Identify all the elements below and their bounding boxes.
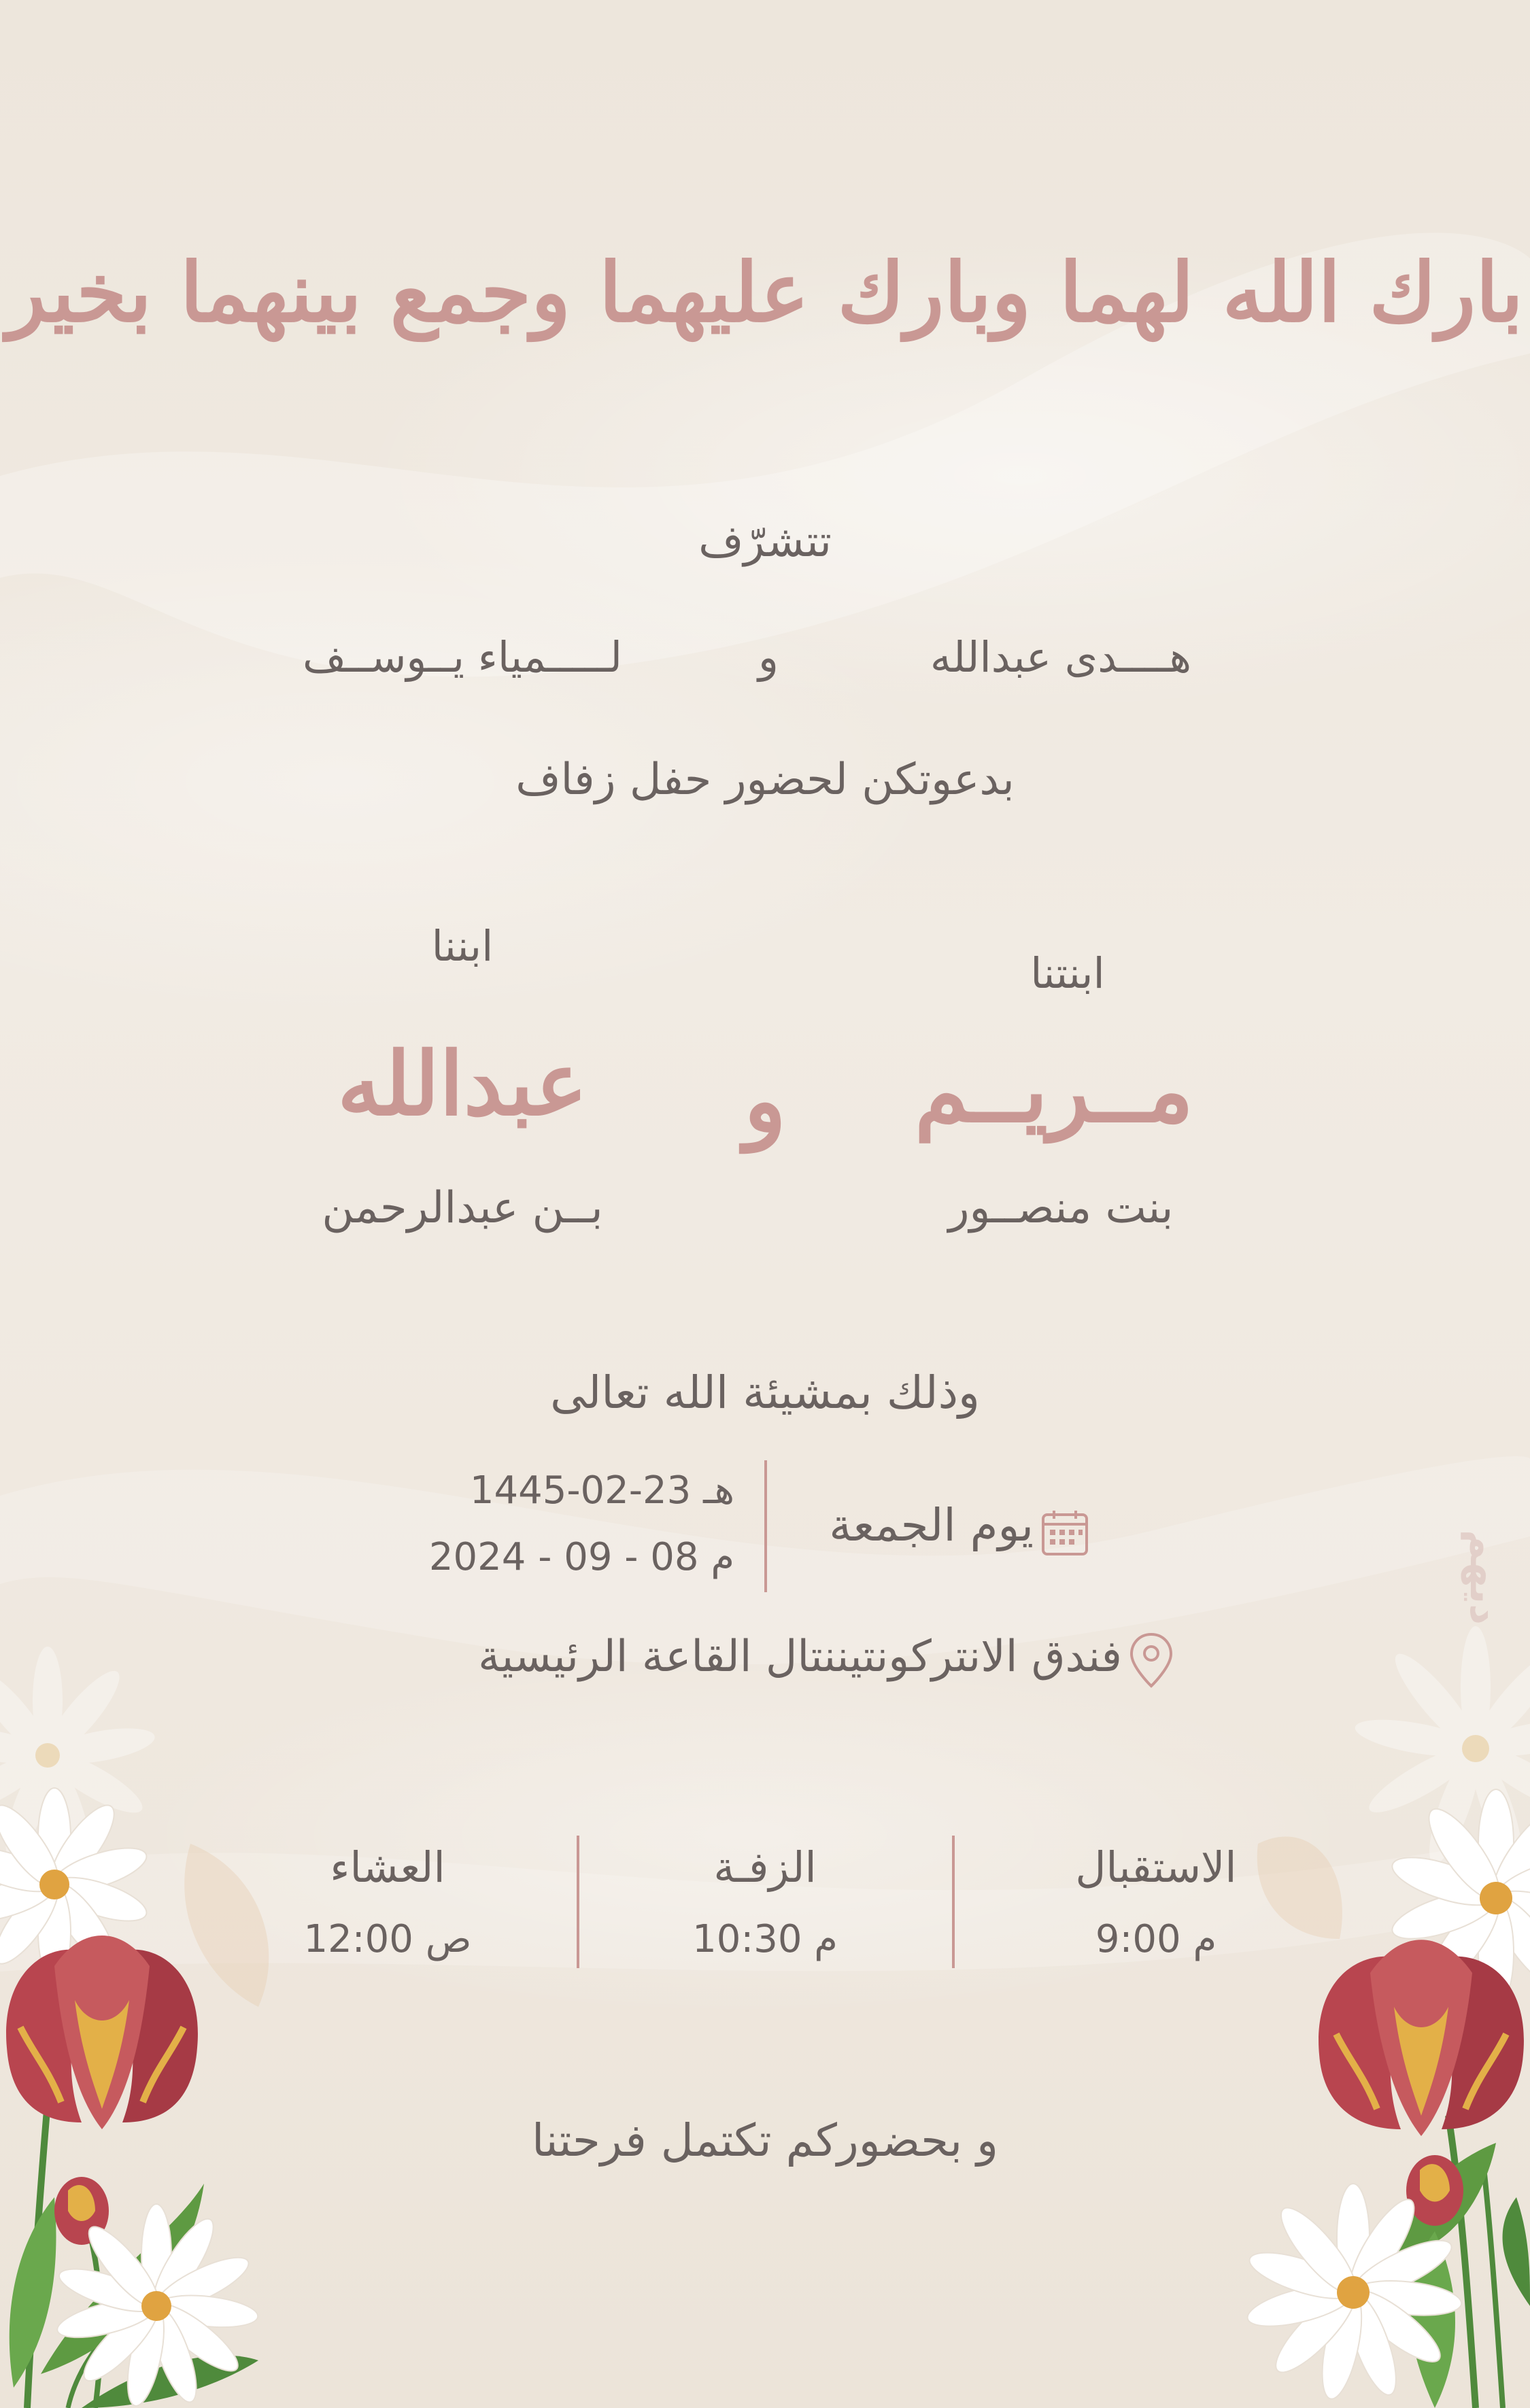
event-title-reception: الاستقبال	[1075, 1842, 1237, 1892]
closing-line: و بحضوركم تكتمل فرحتنا	[532, 2114, 998, 2167]
event-time-reception: 9:00 م	[1095, 1917, 1217, 1961]
event-day: يوم الجمعة	[829, 1499, 1034, 1551]
date-divider	[764, 1460, 767, 1592]
event-divider	[952, 1836, 955, 1968]
host-left-name: لـــــمياء يــوســف	[302, 632, 623, 682]
groom-name: عبدالله	[337, 1033, 588, 1135]
event-title-zaffa: الزفـة	[713, 1842, 817, 1892]
date-hijri: 1445-02-23 هـ	[469, 1468, 734, 1513]
invite-line: بدعوتكن لحضور حفل زفاف	[515, 755, 1015, 805]
event-time-dinner: 12:00 ص	[303, 1917, 472, 1961]
couple-conjunction: و	[744, 1050, 786, 1152]
location-pin-icon	[1129, 1632, 1174, 1689]
honor-line: تتشرّف	[698, 517, 832, 567]
bride-lineage: بنت منصــور	[948, 1183, 1174, 1233]
bride-name: مــريــم	[915, 1040, 1193, 1142]
event-time-zaffa: 10:30 م	[692, 1917, 838, 1961]
bride-label: ابنتنا	[1030, 948, 1105, 998]
god-willing-line: وذلك بمشيئة الله تعالى	[550, 1366, 980, 1419]
calendar-icon	[1040, 1508, 1089, 1557]
host-conjunction: و	[758, 632, 779, 682]
host-right-name: هــــدى عبدالله	[930, 632, 1192, 682]
tulip-flower-decoration	[6, 1936, 198, 2129]
daisy-flower-decoration	[1257, 1626, 1530, 1939]
date-gregorian: 2024 - 09 - 08 م	[428, 1535, 734, 1579]
groom-label: ابننا	[431, 921, 494, 971]
event-divider	[577, 1836, 579, 1968]
blessing-heading: بارك الله لهما وبارك عليهما وجمع بينهما بخير	[6, 245, 1524, 341]
event-title-dinner: العشاء	[330, 1842, 445, 1892]
venue-name: فندق الانتركونتيننتال القاعة الرئيسية	[478, 1632, 1122, 1682]
tulip-flower-decoration	[1319, 1940, 1524, 2136]
right-floral-decoration	[1176, 1558, 1530, 2408]
left-floral-decoration	[0, 1626, 381, 2408]
groom-lineage: بــن عبدالرحمن	[322, 1183, 603, 1233]
brand-watermark: ديهم	[1461, 1530, 1508, 1625]
